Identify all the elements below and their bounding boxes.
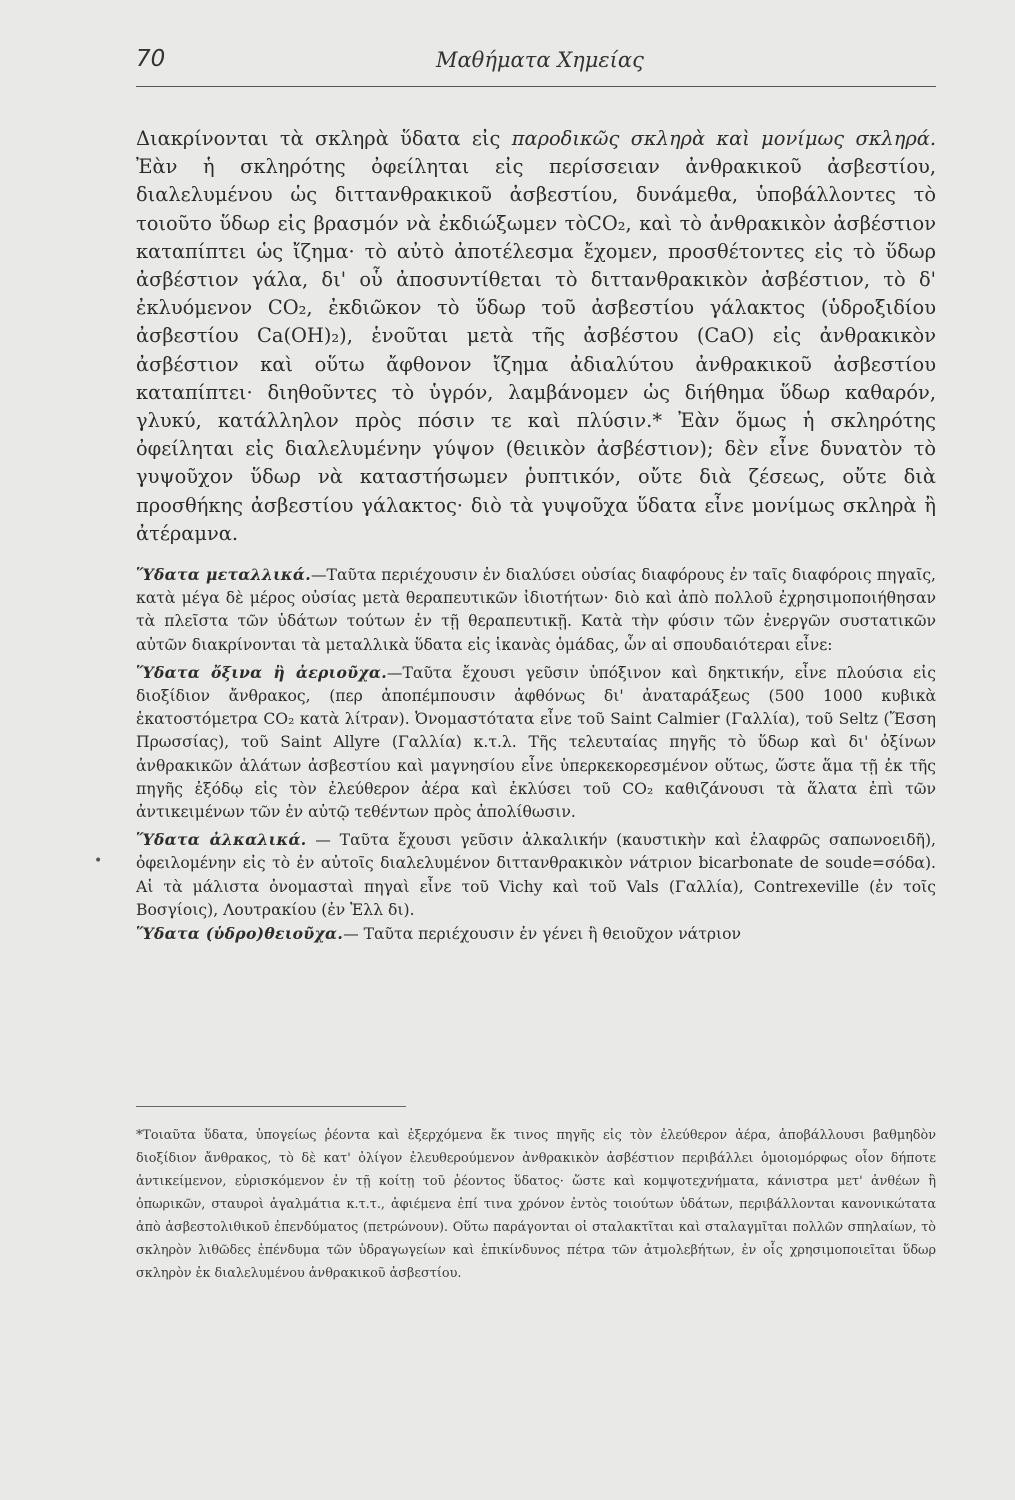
alkaline-waters-text: — Ταῦτα ἔχουσι γεῦσιν ἀλκαλικήν (καυστικὴν καὶ ἐλαφρῶς σαπωνοειδῆ), ὀφειλομένην εἰς τὸ ἐν αὐτοῖς διαλελυμένον διττανθρακικὸν νάτριον bicarbonate de soude=σόδα). Αἱ τὰ μάλιστα ὀνομασταὶ πηγαὶ εἶνε τοῦ Vichy καὶ τοῦ Vals (Γαλλία), Contrexeville (ἐν τοῖς Βοσγίοις), Λουτρακίου (ἐν Ἑλλ δι). xyxy=(136,831,936,919)
page-header xyxy=(136,46,936,82)
metallic-waters-heading: Ὕδατα μεταλλικά. xyxy=(136,565,311,585)
footnote-rule xyxy=(136,1106,406,1107)
intro-paragraph xyxy=(136,125,936,548)
sulfur-waters-paragraph xyxy=(136,922,936,946)
running-title: Μαθήματα Χημείας xyxy=(436,48,644,72)
header-rule xyxy=(136,86,936,87)
metallic-waters-paragraph xyxy=(136,563,936,657)
metallic-waters-text: —Ταῦτα περιέχουσιν ἐν διαλύσει οὐσίας διαφόρους ἐν ταῖς διαφόροις πηγαῖς, κατὰ μέγα δὲ μέρος οὐσίας μετὰ θεραπευτικῶν ἰδιοτήτων· διὸ καὶ ἀπὸ πολλοῦ ἐχρησιμοποιήθησαν τὰ πλεῖστα τῶν ὑδάτων τούτων ἐν τῇ θεραπευτικῇ. Κατὰ τὴν φύσιν τῶν ἐνεργῶν συστατικῶν αὐτῶν διακρίνονται τὰ μεταλλικὰ ὕδατα εἰς ἱκανὰς ὁμάδας, ὧν αἱ σπουδαιότεραι εἶνε: xyxy=(136,566,937,654)
alkaline-waters-heading: Ὕδατα ἀλκαλικά. xyxy=(136,830,307,850)
sulfur-waters-heading: Ὕδατα (ὑδρο)θειοῦχα. xyxy=(136,924,344,944)
main-text xyxy=(136,125,936,946)
footnote: *Τοιαῦτα ὕδατα, ὑπογείως ῥέοντα καὶ ἐξερχόμενα ἔκ τινος πηγῆς εἰς τὸν ἐλεύθερον ἀέρα, ἀποβάλλουσι βαθμηδὸν διοξίδιον ἄνθρακος, τὸ δὲ κατ' ὀλίγον ἐλευθερούμενον ἀνθρακικὸν ἀσβέστιον περιβάλλει ὁμοιομόρφως οἷον δήποτε ἀντικείμενον, εὑρισκόμενον ἐν τῇ κοίτῃ τοῦ ῥέοντος ὕδατος· ὥστε καὶ κομψοτεχνήματα, κάνιστρα μετ' ἀνθέων ἢ ὀπωρικῶν, σταυροὶ ἀγαλμάτια κ.τ.τ., ἀφιέμενα ἐπί τινα χρόνον ἐντὸς τοιούτων ὑδάτων, περιβάλλονται κανονικώτατα ἀπὸ ἀσβεστολιθικοῦ ἐπενδύματος (πετρώνουν). Οὕτω παράγονται οἱ σταλακτῖται καὶ σταλαγμῖται πολλῶν σπηλαίων, τὸ σκληρὸν λιθῶδες ἐπένδυμα τῶν ὑδραγωγείων καὶ ἐπικίνδυνος πέτρα τῶν ἀτμολεβήτων, ἐν οἷς χρησιμοποιεῖται ὕδωρ σκληρὸν ἐκ διαλελυμένου ἀνθρακικοῦ ἀσβεστίου. xyxy=(136,1128,936,1281)
acidic-waters-text: —Ταῦτα ἔχουσι γεῦσιν ὑπόξινον καὶ δηκτικήν, εἶνε πλούσια εἰς διοξίδιον ἄνθρακος, (περ ἀποπέμπουσιν ἀφθόνως δι' ἀναταράξεως (500 1000 κυβικὰ ἑκατοστόμετρα CO₂ κατὰ λίτραν). Ὀνομαστότατα εἶνε τοῦ Saint Calmier (Γαλλία), τοῦ Seltz (Ἔσση Πρωσσίας), τοῦ Saint Allyre (Γαλλία) κ.τ.λ. Τῆς τελευταίας πηγῆς τὸ ὕδωρ καὶ δι' ὀξίνων ἀνθρακικῶν ἁλάτων ἀσβεστίου καὶ μαγνησίου εἶνε ὑπερκεκορεσμένον οὕτως, ὥστε ἅμα τῇ ἐκ τῆς πηγῆς ἐξόδῳ εἰς τὸν ἐλεύθερον ἀέρα καὶ ἐκλύσει τοῦ CO₂ καθιζάνουσι τὰ ἅλατα ἐπὶ τῶν ἀντικειμένων τῶν ἐν αὐτῷ τεθέντων πρὸς ἀπολίθωσιν. xyxy=(136,663,936,822)
intro-text-rest: Ἐὰν ἡ σκληρότης ὀφείληται εἰς περίσσειαν ἀνθρακικοῦ ἀσβεστίου, διαλελυμένου ὡς διττανθρακικοῦ ἀσβεστίου, δυνάμεθα, ὑποβάλλοντες τὸ τοιοῦτο ὕδωρ εἰς βρασμόν νὰ ἐκδιώξωμεν τὸCO₂, καὶ τὸ ἀνθρακικὸν ἀσβέστιον καταπίπτει ὡς ἴζημα· τὸ αὐτὸ ἀποτέλεσμα ἔχομεν, προσθέτοντες εἰς τὸ ὕδωρ ἀσβέστιον γάλα, δι' οὗ ἀποσυντίθεται τὸ διττανθρακικὸν ἀσβέστιον, τὸ δ' ἐκλυόμενον CO₂, ἐκδιῶκον τὸ ὕδωρ τοῦ ἀσβεστίου γάλακτος (ὑδροξιδίου ἀσβεστίου Ca(OH)₂), ἑνοῦται μετὰ τῆς ἀσβέστου (CaO) εἰς ἀνθρακικὸν ἀσβέστιον καὶ οὕτω ἄφθονον ἴζημα ἀδιαλύτου ἀνθρακικοῦ ἀσβεστίου καταπίπτει· διηθοῦντες τὸ ὑγρόν, λαμβάνομεν ὡς διήθημα ὕδωρ καθαρόν, γλυκύ, κατάλληλον πρὸς πόσιν τε καὶ πλύσιν.* Ἐὰν ὅμως ἡ σκληρότης ὀφείληται εἰς διαλελυμένην γύψον (θειικὸν ἀσβέστιον); δὲν εἶνε δυνατὸν τὸ γυψοῦχον ὕδωρ νὰ καταστήσωμεν ῥυπτικόν, οὔτε διὰ ζέσεως, οὔτε διὰ προσθήκης ἀσβεστίου γάλακτος· διὸ τὰ γυψοῦχα ὕδατα εἶνε μονίμως σκληρὰ ἢ ἀτέραμνα. xyxy=(136,155,936,545)
page-number: 70 xyxy=(136,46,166,72)
alkaline-waters-paragraph xyxy=(136,828,936,922)
margin-mark: • xyxy=(94,853,103,869)
acidic-waters-heading: Ὕδατα ὄξινα ἢ ἀεριοῦχα. xyxy=(136,662,387,682)
intro-text-start: Διακρίνονται τὰ σκληρὰ ὕδατα εἰς xyxy=(136,127,512,150)
acidic-waters-paragraph xyxy=(136,661,936,824)
intro-emphasis: παροδικῶς σκληρὰ καὶ μονίμως σκληρά. xyxy=(511,127,936,150)
sulfur-waters-text: — Ταῦτα περιέχουσιν ἐν γένει ἢ θειοῦχον νάτριον xyxy=(343,925,741,944)
